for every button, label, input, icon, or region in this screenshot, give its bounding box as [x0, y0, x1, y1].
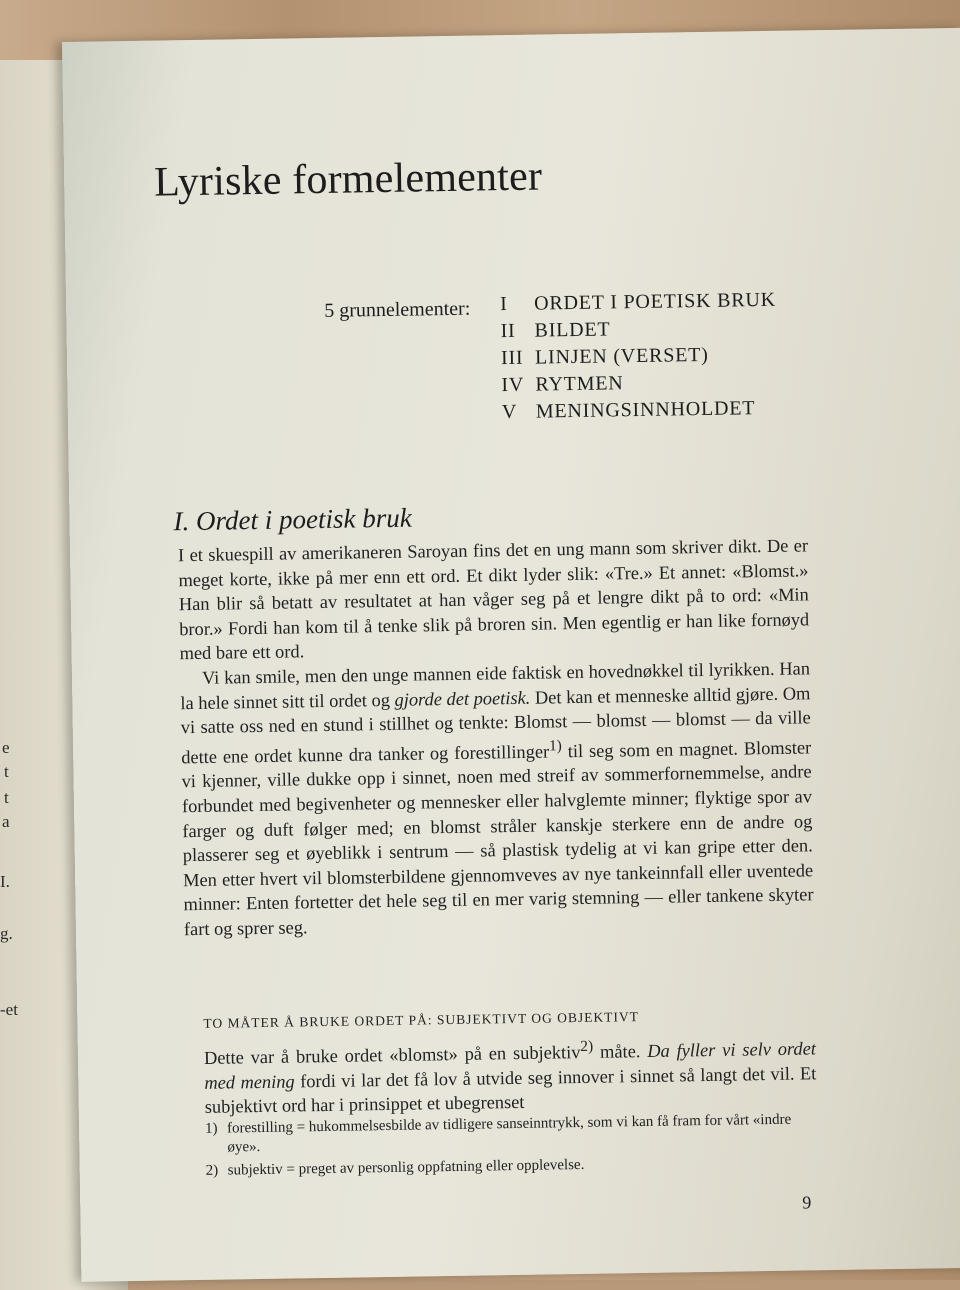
left-page-fragment: I. [0, 872, 10, 891]
body-text-2: Dette var å bruke ordet «blomst» på en subjektiv$^{2)}$ måte. Da fyller vi selv ordet med mening fordi vi lar det få lov å utvide seg innover i sinnet så langt det vil. Et subjektivt ord har i prinsippet et ubegrenset [203, 1037, 817, 1118]
left-page-fragment: t [4, 762, 9, 781]
footnote-ref: 1) [548, 736, 562, 755]
book-page [62, 28, 960, 1282]
left-page-fragment: a [2, 812, 10, 831]
list-item: I ORDET I POETISK BRUK [499, 288, 777, 316]
subheading: TO MÅTER Å BRUKE ORDET PÅ: SUBJEKTIVT OG OBJEKTIVT [203, 1009, 640, 1031]
list-item: II BILDET [500, 318, 611, 343]
emphasis: Da fyller vi selv ordet med mening [204, 1038, 817, 1093]
elements-lead: 5 grunnelementer: [324, 297, 471, 322]
footnote: 2) subjektiv = preget av personlig oppfatning eller opplevelse. [205, 1156, 585, 1179]
list-item: III LINJEN (VERSET) [500, 343, 709, 370]
paragraph: I et skuespill av amerikaneren Saroyan fins det en ung mann som skriver dikt. De er meget korte, ikke på mer enn ett ord. Et dikt lyder slik: «Tre.» Et annet: «Blomst.» Han blir så betatt av resultatet at han våger seg på et lengre dikt på to ord: «Min bror.» Fordi han kom til å tenke slik på broren sin. Men egentlig er han like fornøyd med bare ett ord. [177, 535, 810, 664]
page-number: 9 [802, 1192, 812, 1213]
elements-list [500, 287, 862, 428]
paragraph: Vi kan smile, men den unge mannen eide faktisk en hovednøkkel til lyrikken. Han la hele sinnet sitt til ordet og gjorde det poetisk. Det kan et menneske alltid gjøre. Om vi satte oss ned en stund i stillhet og tenkte: Blomst — blomst — blomst — da ville dette ene ordet kunne dra tanker og forestillinger$^{1)}$ til seg som en magnet. Blomster vi kjenner, ville dukke opp i sinnet, noen med streif av sommerfornemmelse, andre forbundet med begivenheter og mennesker eller halvglemte minner; flyktige spor av farger og duft følger med; en blomst stråler kanskje sterkere enn de andre og plasserer seg et øyeblikk i sentrum — så plastisk tydelig at vi kan gripe etter den. Men etter hvert vil blomsterbildene gjennomveves av nye tankeinnfall eller uventede minner: Enten fortetter det hele seg til en mer varig stemning — eller tankene skyter fart og sprer seg. [180, 658, 814, 940]
left-page-fragment: -et [0, 1000, 18, 1019]
footnotes [205, 1110, 826, 1181]
left-page-fragment: t [4, 788, 9, 807]
footnote-ref: 2) [580, 1037, 594, 1055]
list-item: IV RYTMEN [501, 372, 624, 397]
chapter-title: Lyriske formelementer [153, 153, 543, 206]
left-page-fragment: g. [0, 924, 13, 943]
footnote: 1) forestilling = hukommelsesbilde av tidligere sanseinntrykk, som vi kan få fram for vårt «indre øye». [204, 1111, 792, 1156]
left-page-fragment: e [2, 738, 10, 757]
emphasis: gjorde det poetisk. [394, 687, 531, 710]
body-text [178, 533, 814, 941]
section-heading: I. Ordet i poetisk bruk [173, 502, 412, 537]
list-item: V MENINGSINNHOLDET [501, 397, 756, 424]
